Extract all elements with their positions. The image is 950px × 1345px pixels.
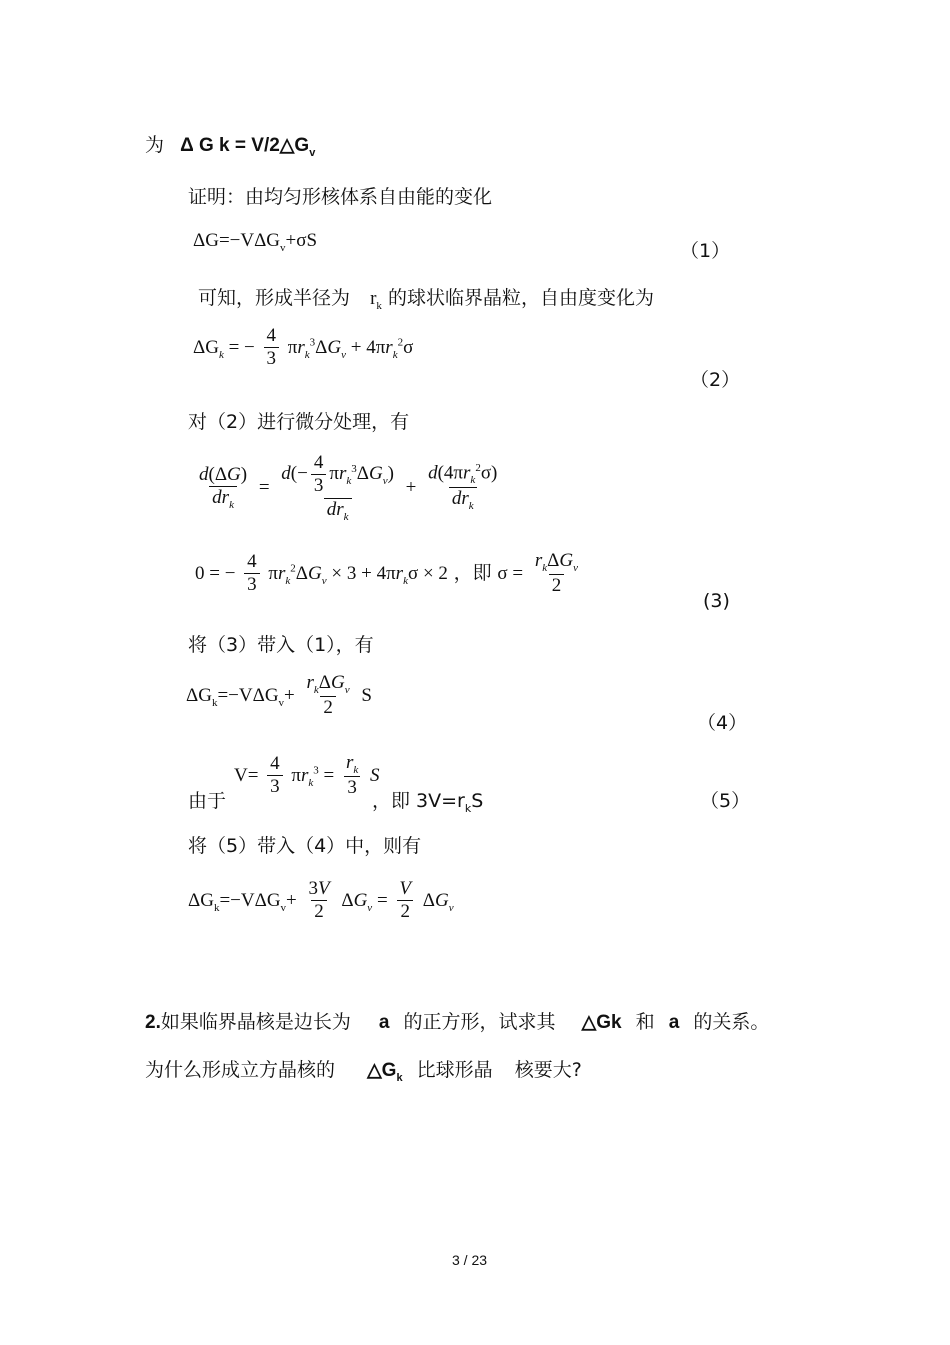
q2-text-b: 的正方形，试求其 [403, 1011, 556, 1033]
line-know-after: 的球状临界晶粒，自由度变化为 [387, 287, 654, 309]
eq5-mid-text: ，即 3V=r [372, 790, 465, 812]
line-know-var-r: r [370, 288, 377, 309]
q2-line2-delta-g-sub: k [396, 1071, 403, 1084]
q2-text-d: 的关系。 [693, 1011, 770, 1033]
page-number: 3 / 23 [452, 1252, 488, 1268]
heading-prefix: 为 [145, 134, 165, 156]
q2-delta-gk: △Gk [581, 1012, 622, 1033]
q2-var-a-2: a [668, 1012, 680, 1033]
equation-4: $\Delta G_k=-V\Delta G_v+$ $\frac{r_k\Delta G_v}{2}$ S [186, 672, 372, 719]
eq1-label: （1） [680, 240, 731, 262]
line-substitute-3-1: 将（3）带入（1），有 [188, 634, 374, 656]
final-equation: $\Delta G_k=-V\Delta G_v+$ $\frac{3V}{2}$ $\Delta G_v$ = $\frac{V}{2}$ $\Delta G_v$ [188, 878, 454, 922]
q2-text-c: 和 [635, 1011, 655, 1033]
q2-line2-delta-gk [367, 1060, 403, 1084]
q2-line2-text-a: 为什么形成立方晶核的 [145, 1059, 336, 1081]
q2-line2-text-c: 核要大? [514, 1059, 582, 1081]
line-diff: 对（2）进行微分处理，有 [188, 411, 410, 433]
eq5-prefix: 由于 [188, 790, 227, 812]
equation-5: V= $\frac{4}{3}$ $\pi r_k^3$ = $\frac{r_k}{3}$ S [234, 752, 380, 799]
equation-1 [193, 230, 317, 254]
eq2-label: （2） [690, 369, 741, 391]
heading-formula-sub: v [309, 146, 316, 159]
eq1-sub: v [280, 241, 286, 254]
eq3-label: (3) [703, 590, 730, 612]
heading-formula [180, 135, 316, 159]
q2-text-a: 如果临界晶核是边长为 [160, 1011, 351, 1033]
proof-intro: 证明：由均匀形核体系自由能的变化 [188, 186, 493, 208]
question-2-line-2 [145, 1055, 582, 1084]
q2-number: 2. [145, 1012, 161, 1033]
question-2-line-1 [145, 1007, 769, 1034]
line-know-var-sub: k [376, 299, 382, 312]
line-know-var [370, 288, 382, 312]
eq1-rest: +σS [285, 230, 318, 251]
line-know-before: 可知，形成半径为 [198, 287, 351, 309]
heading-line [145, 130, 315, 159]
eq5-label: （5） [700, 790, 751, 812]
line-know [198, 283, 654, 312]
eq5-mid-sub: k [464, 801, 472, 815]
eq3-mid: ，即 [453, 562, 492, 585]
equation-3: 0 = − $\frac{4}{3}$ $\pi r_k^2\Delta G_v \times 3 + 4\pi r_k\sigma \times 2$ ，即 σ = $\frac{r_k\Delta G_v}{2}$ [195, 550, 579, 597]
line-substitute-5-4: 将（5）带入（4）中，则有 [188, 835, 422, 857]
q2-var-a: a [378, 1012, 390, 1033]
eq4-label: （4） [697, 712, 748, 734]
eq1-text: ΔG=−VΔG [193, 230, 281, 251]
eq5-mid-end: S [471, 790, 484, 812]
q2-line2-delta-g: △G [367, 1060, 397, 1081]
heading-formula-main: Δ G k = V/2△G [180, 135, 310, 156]
derivative-equation: $\frac{d(\Delta G)}{dr_k}$ = d(− $\frac{4}{3}$ $\pi r_k^3\Delta G_v$) $dr_k$ + $\frac{d(4\pi r_k^2\sigma)}{dr_k}$ [199, 452, 498, 523]
eq5-mid [372, 786, 483, 815]
q2-line2-text-b: 比球形晶 [416, 1059, 493, 1081]
equation-2: $\Delta G_k$ = − $\frac{4}{3}$ $\pi r_k^3\Delta G_v + 4\pi r_k^2\sigma$ [193, 325, 414, 369]
